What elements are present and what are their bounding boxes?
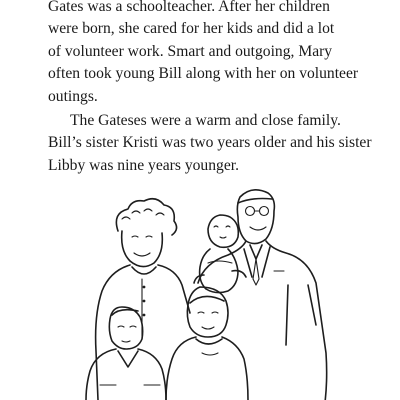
mother-figure: [96, 199, 190, 400]
text-line: Libby was nine years younger.: [48, 156, 239, 174]
text-line: were born, she cared for her kids and did a lot: [48, 20, 335, 38]
text-line: of volunteer work. Smart and outgoing, Mary: [48, 42, 333, 60]
text-line: often took young Bill along with her on volunteer: [48, 65, 359, 83]
paragraph-1: [48, 0, 358, 108]
text-line: outings.: [48, 87, 98, 105]
baby-figure: [194, 215, 246, 293]
father-figure: [198, 190, 327, 400]
text-line: The Gateses were a warm and close family.: [70, 112, 341, 129]
family-line-drawing: [70, 175, 330, 400]
daughter-figure: [166, 287, 248, 400]
text-line: Gates was a schoolteacher. After her children: [48, 0, 330, 15]
paragraph-2: [48, 110, 372, 177]
text-line: Bill’s sister Kristi was two years older and his sister: [48, 134, 372, 152]
family-illustration: [70, 175, 330, 400]
